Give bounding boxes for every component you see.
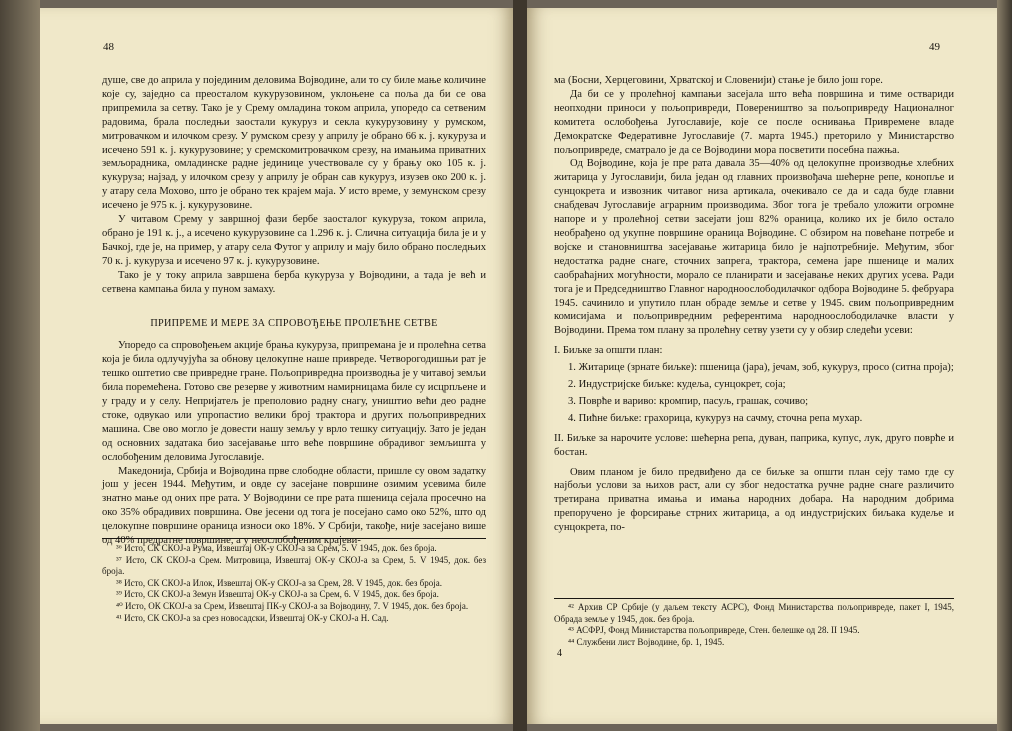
paragraph: У читавом Срему у завршној фази бербе заосталог кукуруза, током априла, обрано је 191 к. ј., а исечено кукурузовине са 1.296 к. ј. Слична ситуација била је и у Бачкој, где је, на пример, у атару села Футог у априлу и мају било обрано последњих 70 к. ј. кукуруза и исечено 97 к. ј. кукурузовине. (102, 214, 486, 267)
page-number: 48 (103, 41, 114, 53)
paragraph: душе, све до априла у појединим деловима Војводине, али то су биле мање количине које су, заједно са преосталом кукурузовином, уклоњене са поља да би се ова припремила за сетву. Тако је у Срему омладина током априла, упоредо са сетвеним радовима, брала последњи заостали кукуруз и секла кукурузовину у румском, митровачком и илочком срезу. У румском срезу у априлу је обрано 66 к. ј. кукуруза и исечено 591 к. ј. кукурузовине; у сремскомитровачком срезу, на имањима приватних земљорадника, омладинске радне јединице учествовале су у брању око 105 к. ј. кукуруза; најзад, у илочком срезу у априлу је обран сав кукуруз, изузев око 200 к. ј. у атару села Мохово, што је обрано тек крајем маја. У исто време, у земунском срезу исечено је 975 к. ј. кукурузовине. (102, 75, 486, 212)
footnote: ⁴¹ Исто, СК СКОЈ-а за срез новосадски, Извештај ОК-у СКОЈ-а Н. Сад. (116, 612, 389, 623)
list-item: 4. Пићне биљке: грахорица, кукуруз на сачму, сточна репа мухар. (568, 412, 863, 424)
footnote: ⁴⁰ Исто, ОК СКОЈ-а за Срем, Извештај ПК-у СКОЈ-а за Војводину, 7. V 1945, док. без броја. (116, 600, 469, 611)
list-item: 2. Индустријске биљке: кудеља, сунцокрет, соја; (568, 379, 786, 391)
footnote: ⁴³ АСФРЈ, Фонд Министарства пољопривреде, Стен. белешке од 28. II 1945. (568, 625, 860, 636)
paragraph: Од Војводине, која је пре рата давала 35—40% од целокупне производње хлебних житарица у Југославији, била један од главних произвођача шећерне репе, конопље и сунцокрета и извозник читавог низа артикала, очекивало се да и сада буде главни снабдевач Југославије аграрним производима. Због тога је требало уложити огромне напоре и у пролећној сетви засејати још 82% ораница, колико их је било остало необрађено од укупне површине ораница Војводине. С обзиром на повећане потребе и војске и становништва засејавање житарица било је најпотребније. Међутим, због недостатка радне снаге, сточних запрега, трактора, семена јаре пшенице и малих саобраћајних могућности, морало се планирати и засејавање неких других усева. Ради тога је и Председништво Главног народноослободилачког одбора Војводине 5. фебруара 1945. сачинило и упутило план обраде земље и сетве у 1945. свим пољопривредним комисијама и пољопривредним референтима народноослободилачке власти у Војводини. Према том плану за пролећну сетву узети су у обзир следећи усеви: (554, 158, 954, 337)
paragraph: Упоредо са спровођењем акције брања кукуруза, припремана је и пролећна сетва која је била одлучујућа за обнову целокупне наше привреде. Четворогодишњи рат је тешко оштетио све привредне гране. Пољопривредна производња је у читавој земљи била поремећена. Готово све резерве у животним намирницама биле су исцрпљене и у граду и у селу. Непријатељ је преполовио радну снагу, уништио већи део радне стоке, одвукао или упропастио велики број трактора и других пољопривредних машина. Све ово могло је довести нашу земљу у врло тешку ситуацију. Зато је један од основних задатака био засејавање што веће површине обрадивог земљишта у ослобођеним деловима Југославије. (102, 340, 486, 463)
right-page (527, 8, 997, 724)
paragraph: Тако је у току априла завршена берба кукуруза у Војводини, а тада је већ и сетвена кампања била у пуном замаху. (102, 269, 486, 295)
body-text (554, 74, 954, 535)
book-gutter (513, 0, 527, 731)
footnote: ³⁸ Исто, СК СКОЈ-а Илок, Извештај ОК-у СКОЈ-а за Срем, 28. V 1945, док. без броја. (116, 577, 443, 588)
paragraph: ма (Босни, Херцеговини, Хрватској и Словенији) стање је било још горе. (554, 75, 883, 86)
list-item: 3. Поврће и вариво: кромпир, пасуљ, грашак, сочиво; (568, 395, 809, 407)
printer-signature: 4 (557, 648, 562, 659)
footnote: ³⁶ Исто, СК СКОЈ-а Рума, Извештај ОК-у СКОЈ-а за Срем, 5. V 1945, док. без броја. (116, 543, 437, 553)
book-edge-right (997, 0, 1012, 731)
list-item: 1. Житарице (зрнате биљке): пшеница (јара), јечам, зоб, кукуруз, просо (ситна проја); (568, 362, 954, 374)
book-edge-left (0, 0, 40, 731)
list-heading: II. Биљке за нарочите услове: шећерна репа, дуван, паприка, купус, лук, друго поврће и бостан. (554, 432, 954, 458)
footnotes (102, 538, 486, 624)
paragraph: Македонија, Србија и Војводина прве слободне области, пришле су овом задатку још у јесен 1944. Међутим, и овде су засејане површине озимим усевима биле знатно мање од оних пре рата. У Војводини се пре рата пшеница сејала просечно на око 35% обрадивих површина. Ове јесени од тога је посејано само око 52%, што од целокупне површине ораница износи око 18%. У Србији, такође, није засејано више од 40% предратне површине, а у неослобођеним крајеви- (102, 465, 486, 547)
paragraph: Овим планом је било предвиђено да се биљке за општи план сеју тамо где су најбољи услови за њихов раст, али су због недостатка ручне радне снаге различито третирана приватна имања и имања народних добара. На народним добрима препоручено је форсирање стрних житарица, а од индустријских биљака кудеље и сунцокрета, по- (554, 466, 954, 534)
section-heading: ПРИПРЕМЕ И МЕРЕ ЗА СПРОВОЂЕЊЕ ПРОЛЕЋНЕ СЕТВЕ (150, 317, 438, 329)
footnote: ⁴⁴ Службени лист Војводине, бр. 1, 1945. (568, 636, 725, 647)
footnote: ⁴² Архив СР Србије (у даљем тексту АСРС), Фонд Министарства пољопривреде, пакет I, 1945, Обрада земље у 1945, док. без броја. (554, 602, 954, 624)
list-heading: I. Биљке за општи план: (554, 345, 663, 357)
crop-list (554, 344, 954, 459)
page-number: 49 (929, 41, 940, 53)
footnote: ³⁹ Исто, СК СКОЈ-а Земун Извештај ОК-у СКОЈ-а за Срем, 6. V 1945, док. без броја. (116, 589, 439, 600)
left-page (40, 8, 513, 724)
footnote: ³⁷ Исто, СК СКОЈ-а Срем. Митровица, Извештај ОК-у СКОЈ-а за Срем, 5. V 1945, док. без броја. (102, 554, 486, 577)
body-text (102, 74, 486, 548)
footnotes (554, 598, 954, 648)
paragraph: Да би се у пролећној кампањи засејала што већа површина и тиме оствариди неопходни приноси у пољопривреди, Повереништво за пољопривреду Националног комитета ослобођења Југославије, које се после оснивања Привремене владе Демократске Федеративне Југославије (7. марта 1945.) преторило у Министарство пољопривреде, сматрало је да се Војводини мора посветити посебна пажња. (554, 88, 954, 156)
